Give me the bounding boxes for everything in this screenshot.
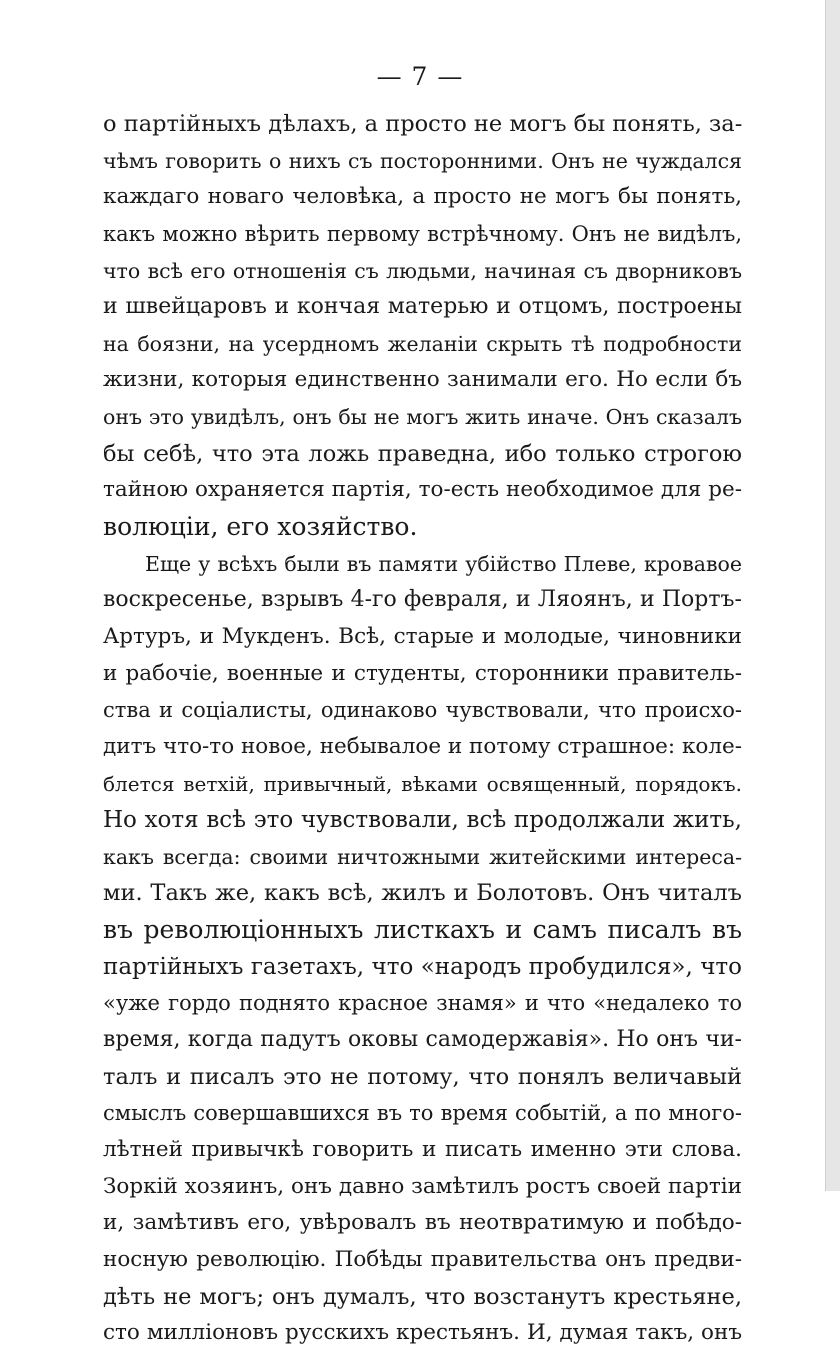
text-line: и швейцаровъ и кончая матерью и отцомъ, построены xyxy=(103,294,742,320)
text-line: Но хотя всѣ это чувствовали, всѣ продолжали жить, xyxy=(103,807,742,834)
text-line: лѣтней привычкѣ говорить и писать именно эти слова. xyxy=(103,1136,742,1162)
text-line: партійныхъ газетахъ, что «народъ пробудился», что xyxy=(103,953,742,980)
paragraph-2 xyxy=(103,546,742,1352)
page-number: — 7 — xyxy=(376,62,464,91)
text-line: каждаго новаго человѣка, а просто не могъ бы понять, xyxy=(103,184,742,210)
text-line: сто милліоновъ русскихъ крестьянъ. И, думая такъ, онъ xyxy=(103,1320,742,1346)
text-line: о партійныхъ дѣлахъ, а просто не могъ бы понять, за- xyxy=(103,111,742,137)
text-line: блется ветхій, привычный, вѣками освященный, порядокъ. xyxy=(103,771,742,796)
text-line: и, замѣтивъ его, увѣровалъ въ неотвратимую и побѣдо- xyxy=(103,1210,742,1236)
text-line: какъ всегда: своими ничтожными житейскими интереса- xyxy=(103,844,742,869)
text-line: чѣмъ говорить о нихъ съ посторонними. Онъ не чуждался xyxy=(103,148,742,173)
text-line: что всѣ его отношенія съ людьми, начиная съ дворниковъ xyxy=(103,258,742,283)
text-line: ми. Такъ же, какъ всѣ, жилъ и Болотовъ. Онъ читалъ xyxy=(103,880,742,907)
text-line: и рабочіе, военные и студенты, сторонники правитель- xyxy=(103,660,742,686)
text-line: какъ можно вѣрить первому встрѣчному. Онъ не видѣлъ, xyxy=(103,221,742,246)
text-line: Еще у всѣхъ были въ памяти убійство Плеве, кровавое xyxy=(145,551,742,576)
text-line: Зоркій хозяинъ, онъ давно замѣтилъ ростъ своей партіи xyxy=(103,1173,742,1199)
body-text xyxy=(103,106,742,1352)
page-edge xyxy=(825,0,840,1191)
text-line: дитъ что-то новое, небывалое и потому страшное: коле- xyxy=(103,733,742,759)
text-line: время, когда падутъ оковы самодержавія». Но онъ чи- xyxy=(103,1027,742,1053)
text-line: «уже гордо поднято красное знамя» и что «недалеко то xyxy=(103,991,742,1016)
text-line: жизни, которыя единственно занимали его. Но если бъ xyxy=(103,367,742,393)
text-line: въ революціонныхъ листкахъ и самъ писалъ въ xyxy=(103,915,742,945)
text-line: на боязни, на усердномъ желаніи скрыть тѣ подробности xyxy=(103,331,742,356)
text-line: бы себѣ, что эта ложь праведна, ибо только строгою xyxy=(103,440,742,467)
text-line: талъ и писалъ это не потому, что понялъ величавый xyxy=(103,1063,742,1090)
text-line: дѣть не могъ; онъ думалъ, что возстанутъ крестьяне, xyxy=(103,1283,742,1310)
text-line: смыслъ совершавшихся въ то время событій, а по много- xyxy=(103,1101,742,1126)
text-line: воскресенье, взрывъ 4-го февраля, и Ляоянъ, и Портъ- xyxy=(103,587,742,613)
text-line: Артуръ, и Мукденъ. Всѣ, старые и молодые, чиновники xyxy=(103,623,742,649)
paragraph-1 xyxy=(103,106,742,546)
text-line: онъ это увидѣлъ, онъ бы не могъ жить иначе. Онъ сказалъ xyxy=(103,405,742,430)
text-line: волюціи, его хозяйство. xyxy=(103,512,418,542)
text-line: ства и соціалисты, одинаково чувствовали, что происхо- xyxy=(103,698,742,723)
text-line: тайною охраняется партія, то-есть необходимое для ре- xyxy=(103,477,742,503)
text-line: носную революцію. Побѣды правительства онъ предви- xyxy=(103,1246,742,1272)
